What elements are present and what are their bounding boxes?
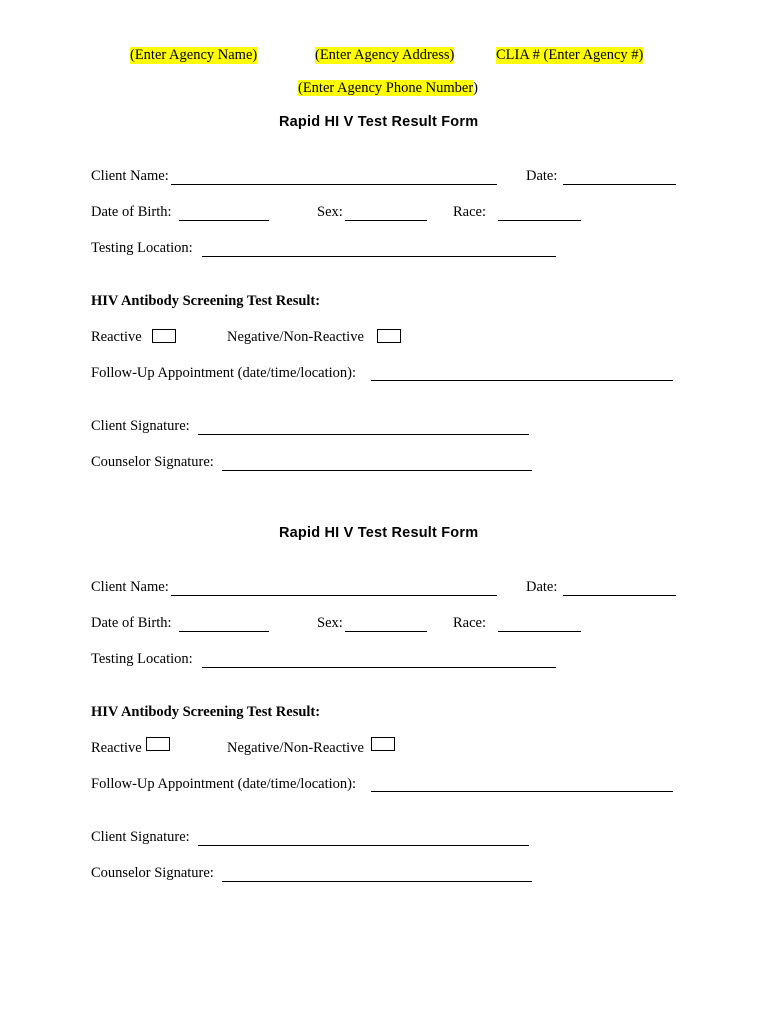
- race-field[interactable]: [498, 631, 581, 632]
- client-name-field[interactable]: [171, 184, 497, 185]
- dob-field[interactable]: [179, 220, 269, 221]
- negative-label: Negative/Non-Reactive: [227, 329, 364, 345]
- agency-phone-text: (Enter Agency Phone Number: [298, 80, 474, 96]
- client-signature-field[interactable]: [198, 845, 529, 846]
- followup-label: Follow-Up Appointment (date/time/location):: [91, 776, 356, 792]
- reactive-checkbox[interactable]: [152, 329, 176, 343]
- screening-heading: HIV Antibody Screening Test Result:: [91, 293, 321, 309]
- negative-checkbox[interactable]: [371, 737, 395, 751]
- dob-label: Date of Birth:: [91, 615, 172, 631]
- screening-heading: HIV Antibody Screening Test Result:: [91, 704, 321, 720]
- dob-label: Date of Birth:: [91, 204, 172, 220]
- client-name-field[interactable]: [171, 595, 497, 596]
- client-signature-label: Client Signature:: [91, 418, 190, 434]
- client-name-label: Client Name:: [91, 579, 169, 595]
- followup-field[interactable]: [371, 791, 673, 792]
- reactive-checkbox[interactable]: [146, 737, 170, 751]
- sex-field[interactable]: [345, 220, 427, 221]
- race-label: Race:: [453, 204, 487, 220]
- testing-location-field[interactable]: [202, 667, 556, 668]
- form-title: Rapid HI V Test Result Form: [279, 525, 479, 541]
- sex-field[interactable]: [345, 631, 427, 632]
- agency-address-placeholder: (Enter Agency Address): [315, 47, 455, 63]
- counselor-signature-field[interactable]: [222, 470, 532, 471]
- counselor-signature-field[interactable]: [222, 881, 532, 882]
- client-signature-label: Client Signature:: [91, 829, 190, 845]
- testing-location-label: Testing Location:: [91, 240, 193, 256]
- race-label: Race:: [453, 615, 487, 631]
- testing-location-label: Testing Location:: [91, 651, 193, 667]
- form-title: Rapid HI V Test Result Form: [279, 114, 479, 130]
- agency-phone-close: ): [473, 80, 479, 96]
- negative-checkbox[interactable]: [377, 329, 401, 343]
- counselor-signature-label: Counselor Signature:: [91, 454, 214, 470]
- agency-phone-placeholder: [298, 80, 478, 97]
- dob-field[interactable]: [179, 631, 269, 632]
- agency-name-placeholder: (Enter Agency Name): [130, 47, 258, 63]
- date-label: Date:: [526, 579, 558, 595]
- followup-label: Follow-Up Appointment (date/time/location):: [91, 365, 356, 381]
- client-name-label: Client Name:: [91, 168, 169, 184]
- sex-label: Sex:: [317, 204, 343, 220]
- negative-label: Negative/Non-Reactive: [227, 740, 364, 756]
- counselor-signature-label: Counselor Signature:: [91, 865, 214, 881]
- clia-placeholder: CLIA # (Enter Agency #): [496, 47, 644, 63]
- testing-location-field[interactable]: [202, 256, 556, 257]
- reactive-label: Reactive: [91, 740, 142, 756]
- race-field[interactable]: [498, 220, 581, 221]
- date-field[interactable]: [563, 595, 676, 596]
- date-field[interactable]: [563, 184, 676, 185]
- client-signature-field[interactable]: [198, 434, 529, 435]
- reactive-label: Reactive: [91, 329, 142, 345]
- sex-label: Sex:: [317, 615, 343, 631]
- followup-field[interactable]: [371, 380, 673, 381]
- date-label: Date:: [526, 168, 558, 184]
